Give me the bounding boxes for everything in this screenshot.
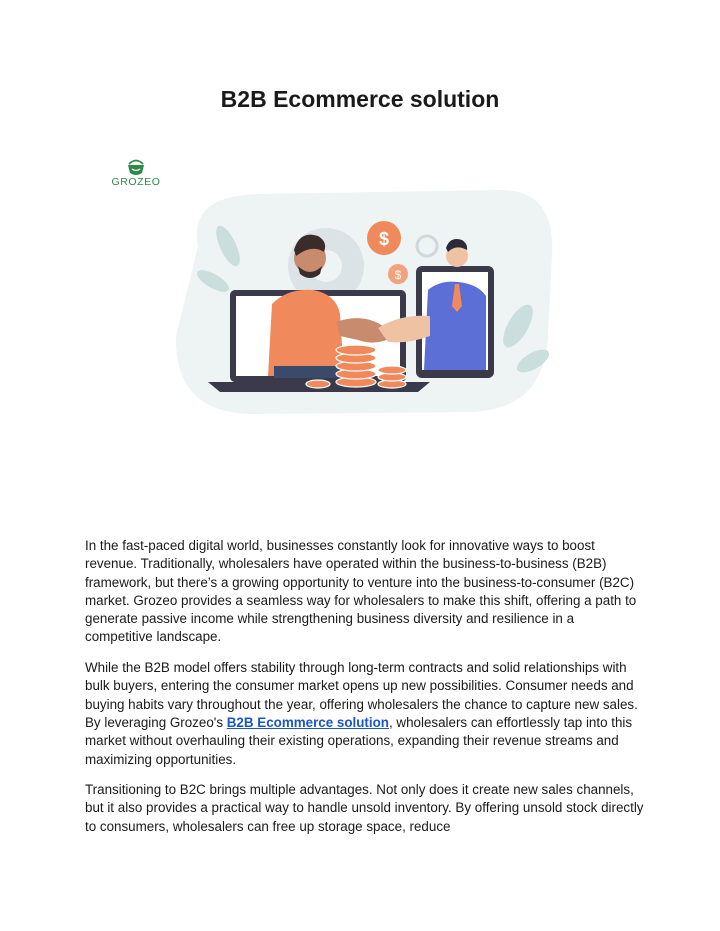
logo-text: GROZEO bbox=[111, 176, 161, 188]
page-title: B2B Ecommerce solution bbox=[220, 86, 500, 112]
article-body bbox=[85, 537, 645, 848]
b2b-handshake-illustration bbox=[168, 186, 556, 418]
paragraph-1: In the fast-paced digital world, businesses constantly look for innovative ways to boost revenue. Traditionally, wholesalers have operated within the business-to-business (B2B) framework, but there’s a growing opportunity to venture into the business-to-consumer (B2C) market. Grozeo provides a seamless way for wholesalers to make this shift, offering a path to generate passive income while strengthening business diversity and resilience in a competitive landscape. bbox=[85, 538, 637, 645]
paragraph-3: Transitioning to B2C brings multiple advantages. Not only does it create new sales channels, but it also provides a practical way to handle unsold inventory. By offering unsold stock directly to consumers, wholesalers can free up storage space, reduce bbox=[85, 782, 644, 834]
paragraph-2-text-start: While the B2B model offers stability through long-term contracts and solid relationships with bulk buyers, entering the consumer market opens up new possibilities. Consumer needs and buying habits vary throughout the year, offering wholesalers the chance to capture new sales. By leveraging Grozeo's bbox=[85, 660, 638, 730]
b2b-ecommerce-solution-link[interactable]: B2B Ecommerce solution bbox=[226, 714, 389, 730]
paragraph-2 bbox=[85, 659, 645, 769]
paragraph-2-text-end: , wholesalers can effortlessly tap into this market without overhauling their existing operations, expanding their revenue streams and maximizing opportunities. bbox=[85, 714, 633, 767]
svg-text:$: $ bbox=[378, 229, 390, 249]
shopping-bag-icon bbox=[128, 161, 144, 176]
svg-text:$: $ bbox=[394, 268, 402, 282]
